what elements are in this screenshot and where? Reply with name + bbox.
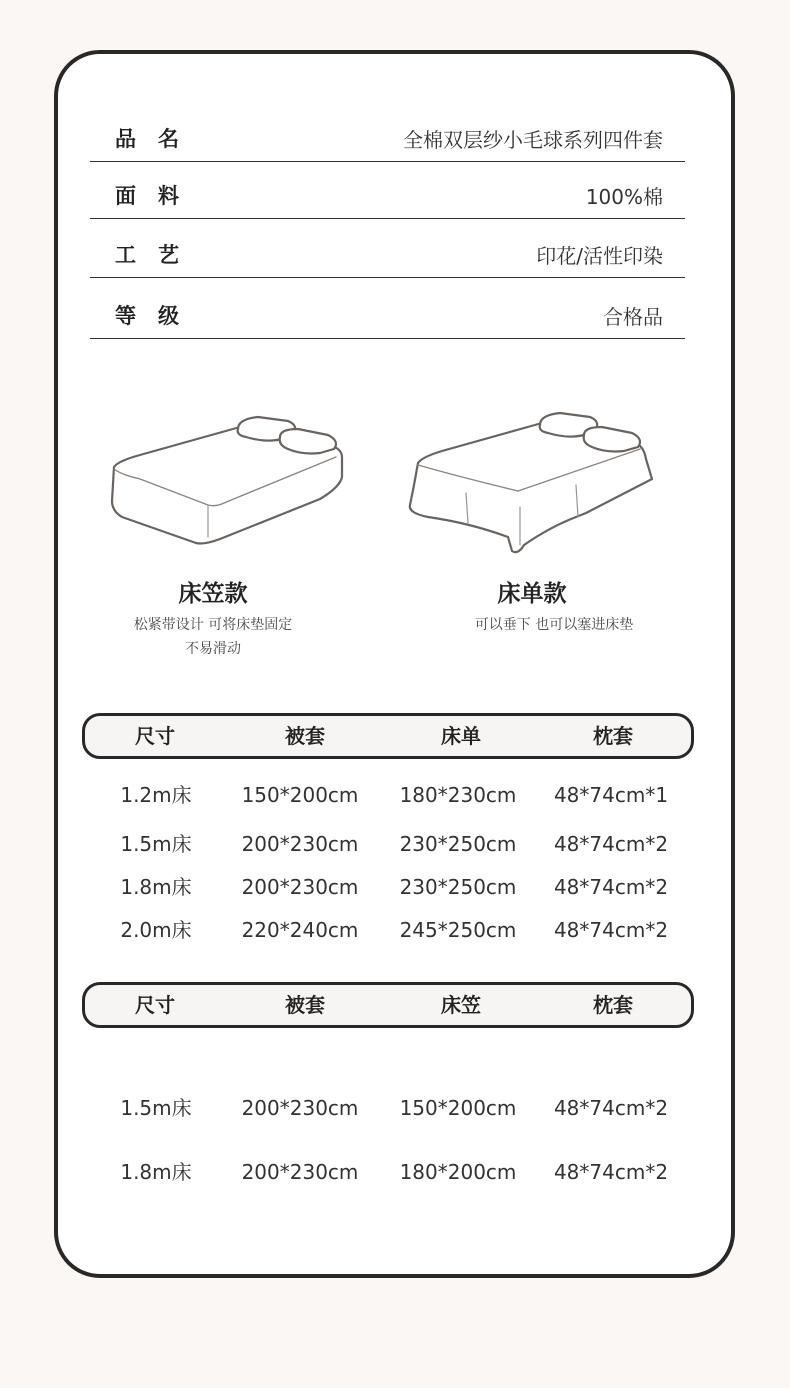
table1-header-cell: 尺寸 xyxy=(135,724,175,748)
flat-style-desc xyxy=(434,613,674,637)
table-cell: 200*230cm xyxy=(241,832,359,856)
table-row xyxy=(0,780,790,810)
table2-header-cell: 被套 xyxy=(285,993,325,1017)
table-cell: 48*74cm*2 xyxy=(553,1096,669,1120)
table-cell: 230*250cm xyxy=(399,832,517,856)
table-cell: 1.5m床 xyxy=(120,1096,192,1120)
spec-value: 全棉双层纱小毛球系列四件套 xyxy=(403,128,663,152)
table-cell: 1.8m床 xyxy=(120,1160,192,1184)
fitted-style-desc xyxy=(93,613,333,661)
spec-value: 印花/活性印染 xyxy=(536,244,663,268)
table-cell: 200*230cm xyxy=(241,1096,359,1120)
table-cell: 2.0m床 xyxy=(120,918,192,942)
table-cell: 48*74cm*2 xyxy=(553,918,669,942)
spec-row-craft xyxy=(90,219,685,278)
table-cell: 1.5m床 xyxy=(120,832,192,856)
fitted-style-title: 床笠款 xyxy=(178,581,248,607)
spec-row-fabric xyxy=(90,162,685,219)
table1-header-cell: 被套 xyxy=(285,724,325,748)
fitted-style-desc-line: 松紧带设计 可将床垫固定 xyxy=(133,617,293,633)
table1-header xyxy=(82,713,694,759)
table-cell: 1.2m床 xyxy=(120,783,192,807)
spec-value: 合格品 xyxy=(603,305,663,329)
table1-header-cell: 枕套 xyxy=(593,724,633,748)
table-cell: 150*200cm xyxy=(241,783,359,807)
spec-label: 面料 xyxy=(115,184,201,208)
table-cell: 200*230cm xyxy=(241,1160,359,1184)
flat-style-title: 床单款 xyxy=(497,581,567,607)
table-row xyxy=(0,1093,790,1123)
spec-label: 工艺 xyxy=(115,243,201,267)
table-cell: 200*230cm xyxy=(241,875,359,899)
spec-label: 等级 xyxy=(115,304,201,328)
spec-row-name xyxy=(90,110,685,162)
table-cell: 48*74cm*2 xyxy=(553,832,669,856)
fitted-sheet-bed-icon xyxy=(100,405,360,555)
table2-header-cell: 尺寸 xyxy=(135,993,175,1017)
table-cell: 245*250cm xyxy=(399,918,517,942)
spec-label: 品名 xyxy=(115,127,201,151)
table-row xyxy=(0,1157,790,1187)
table-row xyxy=(0,872,790,902)
table-row xyxy=(0,915,790,945)
flat-style-desc-line: 可以垂下 也可以塞进床垫 xyxy=(474,617,634,633)
table-cell: 220*240cm xyxy=(241,918,359,942)
table-cell: 48*74cm*2 xyxy=(553,1160,669,1184)
flat-sheet-bed-icon xyxy=(400,405,660,565)
table-cell: 180*230cm xyxy=(399,783,517,807)
table-cell: 1.8m床 xyxy=(120,875,192,899)
table-cell: 48*74cm*1 xyxy=(553,783,669,807)
table2-header xyxy=(82,982,694,1028)
table-cell: 180*200cm xyxy=(399,1160,517,1184)
spec-row-grade xyxy=(90,278,685,339)
table-cell: 48*74cm*2 xyxy=(553,875,669,899)
table-cell: 150*200cm xyxy=(399,1096,517,1120)
table-cell: 230*250cm xyxy=(399,875,517,899)
table1-header-cell: 床单 xyxy=(441,724,481,748)
table2-header-cell: 床笠 xyxy=(441,993,481,1017)
fitted-style-desc-line: 不易滑动 xyxy=(185,641,241,657)
spec-value: 100%棉 xyxy=(585,185,663,209)
table-row xyxy=(0,829,790,859)
table2-header-cell: 枕套 xyxy=(593,993,633,1017)
